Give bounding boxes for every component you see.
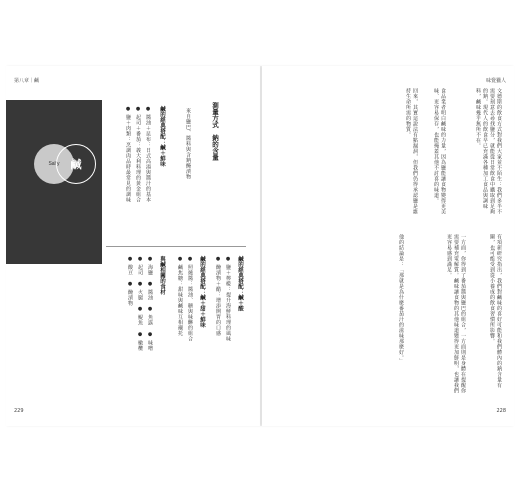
paragraph-5: 一方面，你得到了番茄醬與鹽巴的組合，一方面則是身體在提醒你需要補充電解質。鹹味讓食物的其他味道變得更加鮮明，也讓我們更容易感到滿足。 [446, 234, 466, 394]
paragraph-6: 他的結論是：「那就是為什麼番茄汁的滋味那麼好。」 [398, 234, 404, 364]
section-divider [106, 246, 246, 247]
related-title: 與鹹相關的食材 [159, 256, 165, 295]
paragraph-1: 文德斯的飲食方式對我們大家並不陌生：我們多半不需要刻意去尋找鹽分，就能從日常飲食中攝取到足夠的鈉。現代人的飲食早已充滿各種加工食品與調味料，鹹味幾乎無所不在。 [475, 88, 502, 215]
right-page-number: 228 [496, 408, 506, 414]
left-page-header: 第八章｜鹹 [14, 78, 40, 84]
pairing-1-line-3: ● 鹽＋肉類：烹調肉品時最常見的調味 [125, 106, 131, 203]
salt-character: 鹹 [70, 158, 82, 171]
measure-note: 來自鹽巴、醬料與含鈉醃漬物 [185, 108, 191, 180]
pairing-2-line-1: ● 鹽＋檸檬：提升海鮮料理的風味 [225, 256, 231, 342]
paragraph-4: 有項新研究指出，我們對鹹味的喜好可能和我們體內的鈉含量有關，也可能受到從小養成的飲食習慣所影響。 [489, 234, 502, 388]
paragraph-2: 食品業者明白鹹味的力量，因為鹽能讓食物變得更美味、更容易保存，也能掩蓋其他不討喜的味道。 [433, 88, 446, 215]
related-line-1: ● 海鹽 ● 醬油 ● 魚露 ● 味噌 [147, 256, 153, 351]
pairing-2-line-2: ● 醃漬物＋醋：增添開胃的口感 [215, 256, 221, 337]
related-line-3: ● 酸豆 ● 醃漬物 [127, 256, 133, 307]
right-page-header: 味覺獵人 [485, 78, 506, 84]
pairing-1-line-2: ● 起司＋番茄：義大利料理的黃金組合 [135, 106, 141, 203]
left-page-number: 229 [14, 408, 24, 414]
paragraph-3: 回來，其實這說法有點漏洞，但我們仍得承認鹽是維持生命所需的物質。 [405, 88, 418, 215]
related-line-2: ● 起司 ● 火腿 ● 鯷魚 ● 橄欖 [137, 256, 143, 351]
right-page [262, 66, 514, 426]
salty-label: Salty [48, 161, 60, 167]
pairing-3-title: 鹹的經典搭配：鹹＋甜＋鮮味 [199, 256, 205, 328]
pairing-3-line-1: ● 照燒醬：醬油、糖與味醂的組合 [187, 256, 193, 342]
measure-heading: 測量方式 鈉的含量 [211, 102, 219, 161]
left-page [6, 66, 260, 426]
pairing-1-line-1: ● 醬油＋昆布：日式高湯與醬汁的基本 [145, 106, 151, 203]
salt-circle [56, 144, 96, 184]
pairing-3-line-2: ● 鹹焦糖：甜味與鹹味互相襯托 [177, 256, 183, 337]
pairing-1-title: 鹹的經典搭配：鹹＋鮮味 [159, 106, 165, 167]
pairing-2-title: 鹹的經典搭配：鹹＋酸 [237, 256, 243, 311]
